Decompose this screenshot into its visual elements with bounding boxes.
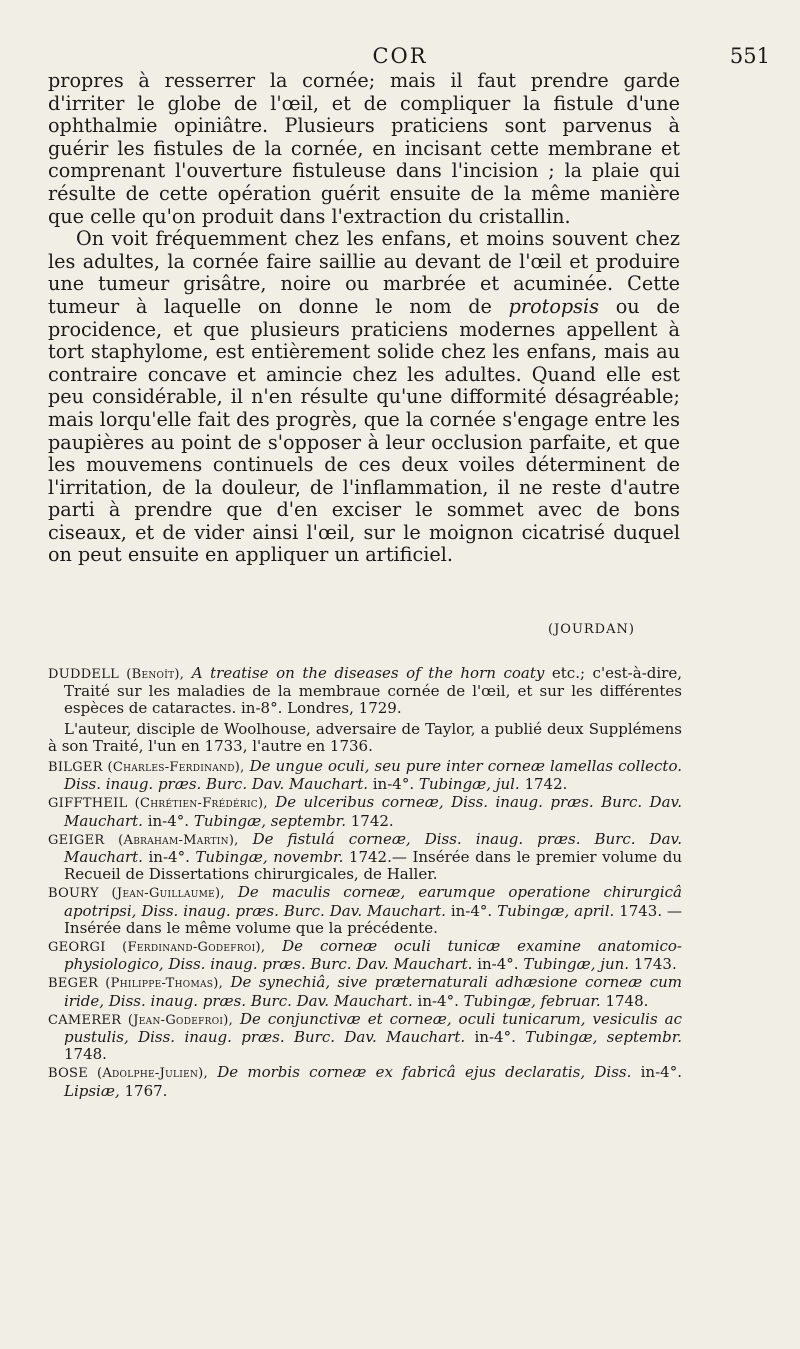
article-body [48, 70, 680, 567]
bib-date: 1748. [64, 1045, 107, 1064]
bib-title: De ulceribus corneæ, Diss. inaug. præs. Burc. Dav. Mauchart. [64, 793, 682, 830]
bib-date: 1748. [600, 991, 649, 1010]
bib-date: 1767. [119, 1081, 168, 1100]
bib-details: etc.; c'est-à-dire, Traité sur les maladies de la membraue cornée de l'œil, et sur les différentes espèces de cataractes. in-8°. Londres, 1729. [64, 664, 682, 718]
bib-author: DUDDELL (Benoît), [48, 667, 185, 682]
paragraph-1: propres à resserrer la cornée; mais il faut prendre garde d'irriter le globe de l'œil, et de compliquer la fistule d'une ophthalmie opiniâtre. Plusieurs praticiens sont parvenus à guérir les fistules de la cornée, en incisant cette membrane et comprenant l'ouverture fistuleuse dans l'incision ; la plaie qui résulte de cette opération guérit ensuite de la même manière que celle qu'on produit dans l'extraction du cristallin. [48, 69, 680, 228]
bib-details: in-4°. [445, 901, 498, 920]
bib-details: in-4°. [142, 811, 194, 830]
bib-title: De conjunctivæ et corneæ, oculi tunicarum, vesiculis ac pustulis, Diss. inaug. præs. Burc. Dav. Mauchart. [64, 1009, 682, 1047]
bib-entry [48, 1011, 682, 1064]
bib-title: De morbis corneæ ex fabricâ ejus declaratis, Diss. [217, 1063, 632, 1082]
bib-author: GEIGER (Abraham-Martin), [48, 832, 239, 848]
bib-place: Tubingæ, jul. [418, 775, 520, 794]
bib-title: De maculis corneæ, earumque operatione chirurgicâ apotripsi, Diss. inaug. præs. Burc. Dav. Mauchart. [64, 883, 682, 920]
bib-author: GEORGI (Ferdinand-Godefroi), [48, 940, 266, 956]
bib-place: Lipsiæ, [64, 1081, 120, 1100]
bib-details: in-4°. [465, 1028, 526, 1047]
bib-entry [48, 884, 682, 937]
bib-entry [48, 1064, 682, 1099]
bib-author: BOURY (Jean-Guillaume), [48, 886, 225, 902]
bib-date: 1742. [345, 811, 394, 830]
bibliography [48, 665, 682, 1101]
term-protopsis: protopsis [508, 294, 599, 318]
bib-title: De synechiâ, sive præternaturali adhæsione corneæ cum iride, Diss. inaug. præs. Burc. Dav. Mauchart. [64, 973, 682, 1010]
bib-entry [48, 831, 682, 884]
bib-title: De ungue oculi, seu pure inter corneæ lamellas collecto. Diss. inaug. præs. Burc. Dav. Mauchart. [64, 757, 682, 794]
bib-entry [48, 665, 682, 718]
bib-date: 1742.— Insérée dans le premier volume du Recueil de Dissertations chirurgicales, de Haller. [64, 848, 683, 884]
bib-details: in-4°. [367, 775, 419, 794]
bib-place: Tubingæ, septembr. [525, 1028, 682, 1047]
bib-author: CAMERER (Jean-Godefroi), [48, 1012, 234, 1028]
paragraph-2-part-a: On voit fréquemment chez les enfans, et moins souvent chez les adultes, la cornée faire saillie au devant de l'œil et produire une tumeur grisâtre, noire ou marbrée et acuminée. Cette tumeur à laquelle on donne le nom de [48, 227, 680, 318]
bib-title: De fistulá corneæ, Diss. inaug. præs. Burc. Dav. Mauchart. [64, 829, 682, 867]
bib-place: Tubingæ, jun. [523, 955, 630, 974]
bib-date: 1743. [629, 955, 677, 974]
bib-title: De corneæ oculi tunicæ examine anatomico-physiologico, Diss. inaug. præs. Burc. Dav. Mauchart. [64, 937, 682, 974]
bib-details: in-4°. [631, 1063, 682, 1082]
bib-title: A treatise on the diseases of the horn coaty [191, 664, 545, 682]
paragraph-2 [48, 228, 680, 567]
bib-author: BILGER (Charles-Ferdinand), [48, 760, 245, 776]
running-header-title: COR [372, 44, 428, 68]
paragraph-2-part-b: ou de procidence, et que plusieurs praticiens modernes appellent à tort staphylome, est entièrement solide chez les enfans, mais au contraire concave et amincie chez les adultes. Quand elle est peu considérable, il n'en résulte qu'une difformité désagréable; mais lorqu'elle fait des progrès, que la cornée s'engage entre les paupières au point de s'opposer à leur occlusion parfaite, et que les mouvemens continuels de ces deux voiles déterminent de l'irritation, de la douleur, de l'inflammation, il ne reste d'autre parti à prendre que d'en exciser le sommet avec de bons ciseaux, et de vider ainsi l'œil, sur le moignon cicatrisé duquel on peut ensuite en appliquer un artificiel. [48, 294, 680, 567]
bib-date: 1743. — Insérée dans le même volume que la précédente. [64, 901, 682, 937]
bib-author: GIFFTHEIL (Chrétien-Frédéric), [48, 796, 268, 812]
bib-author: BEGER (Philippe-Thomas), [48, 976, 224, 992]
bib-place: Tubingæ, april. [497, 901, 615, 920]
bib-entry [48, 758, 682, 793]
author-signature: (JOURDAN) [548, 622, 635, 637]
bib-author: BOSE (Adolphe-Julien), [48, 1066, 208, 1082]
bib-place: Tubingæ, septembr. [193, 811, 346, 830]
bib-place: Tubingæ, novembr. [195, 848, 344, 867]
bib-entry [48, 794, 682, 829]
bib-place: Tubingæ, februar. [463, 991, 601, 1010]
bib-note: L'auteur, disciple de Woolhouse, adversaire de Taylor, a publié deux Supplémens à son Traité, l'un en 1733, l'autre en 1736. [48, 719, 682, 755]
bib-date: 1742. [519, 775, 568, 794]
bib-entry [48, 974, 682, 1009]
bib-details: in-4°. [472, 955, 524, 974]
bib-entry [48, 938, 682, 973]
bib-details: in-4°. [142, 848, 196, 867]
page-number: 551 [729, 44, 770, 68]
bib-details: in-4°. [412, 991, 464, 1010]
